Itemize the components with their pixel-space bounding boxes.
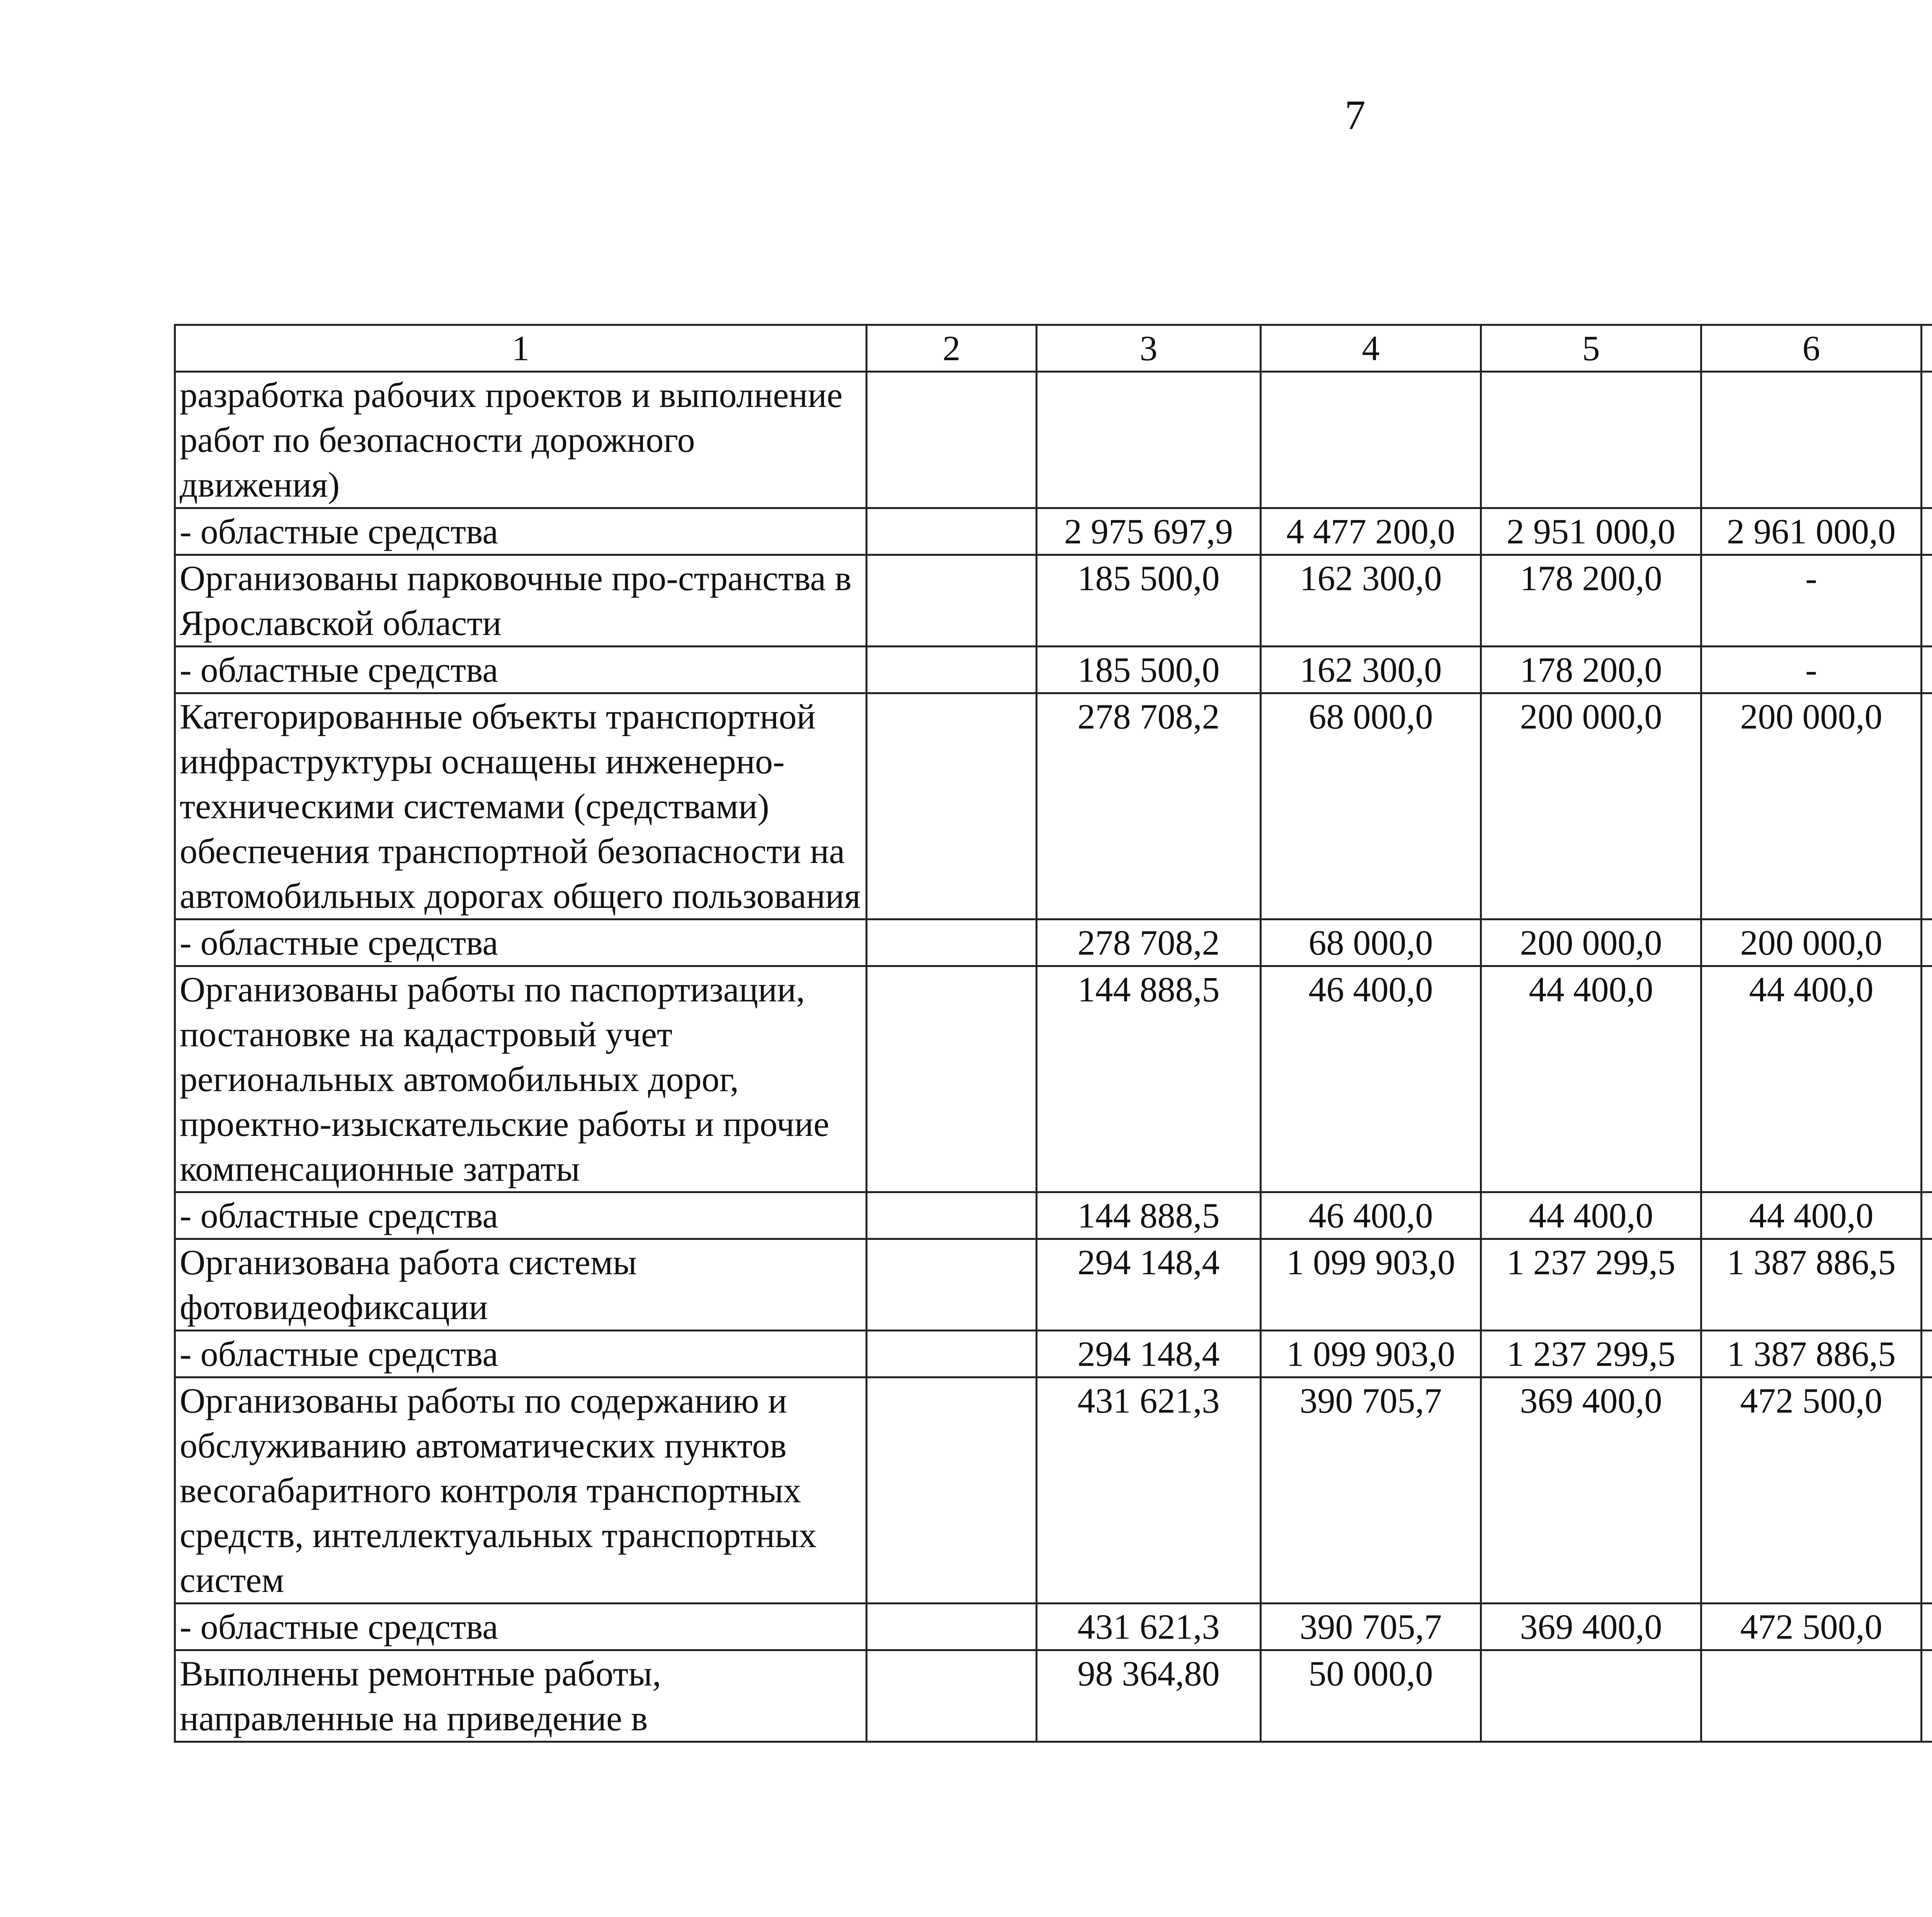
value-cell: 472 500,0 [1701,1604,1922,1650]
value-cell: 1 237 299,5 [1481,1331,1701,1377]
value-cell [1922,1192,1932,1239]
table-row [175,1239,1932,1331]
table-row [175,966,1932,1192]
value-cell: 98 364,80 [1037,1650,1261,1742]
value-cell: 200 000,0 [1701,919,1922,966]
value-cell: 178 200,0 [1481,555,1701,647]
value-cell: 294 148,4 [1037,1331,1261,1377]
value-cell: 44 400,0 [1481,966,1701,1192]
value-cell: 1 387 886,5 [1701,1239,1922,1331]
value-cell [867,555,1037,647]
value-cell [867,1604,1037,1650]
row-label: Выполнены ремонтные работы, направленные на приведение в [175,1650,867,1742]
table-row [175,1604,1932,1650]
value-cell [1922,508,1932,555]
value-cell: 200 000,0 [1481,693,1701,919]
value-cell: 162 300,0 [1261,555,1481,647]
value-cell: - [1701,647,1922,693]
value-cell [867,919,1037,966]
value-cell [1922,1239,1932,1331]
value-cell: 369 400,0 [1481,1377,1701,1604]
value-cell: 44 400,0 [1701,966,1922,1192]
value-cell: 68 000,0 [1261,919,1481,966]
value-cell [1922,1604,1932,1650]
table-row [175,693,1932,919]
value-cell: 2 961 000,0 [1701,508,1922,555]
table-row [175,372,1932,508]
value-cell: 369 400,0 [1481,1604,1701,1650]
row-label: Организована работа системы фотовидеофиксации [175,1239,867,1331]
table-row [175,555,1932,647]
column-header [1922,325,1932,372]
value-cell [1701,372,1922,508]
value-cell: 278 708,2 [1037,919,1261,966]
value-cell: 1 099 903,0 [1261,1331,1481,1377]
value-cell [1922,555,1932,647]
value-cell [1922,647,1932,693]
row-label: - областные средства [175,508,867,555]
value-cell [1922,1331,1932,1377]
value-cell: 44 400,0 [1701,1192,1922,1239]
value-cell [867,1377,1037,1604]
value-cell [867,372,1037,508]
row-label: - областные средства [175,647,867,693]
row-label: - областные средства [175,919,867,966]
value-cell: 1 387 886,5 [1701,1331,1922,1377]
value-cell: 68 000,0 [1261,693,1481,919]
value-cell: 200 000,0 [1701,693,1922,919]
value-cell: 1 099 903,0 [1261,1239,1481,1331]
column-header: 1 [175,325,867,372]
value-cell: 162 300,0 [1261,647,1481,693]
value-cell: 46 400,0 [1261,966,1481,1192]
value-cell [1922,1650,1932,1742]
row-label: - областные средства [175,1604,867,1650]
table-body [175,325,1932,1742]
column-header: 3 [1037,325,1261,372]
value-cell: 4 477 200,0 [1261,508,1481,555]
row-label: Организованы парковочные про-странства в Ярославской области [175,555,867,647]
value-cell [1922,966,1932,1192]
table-row [175,1331,1932,1377]
value-cell: 185 500,0 [1037,555,1261,647]
row-label: Организованы работы по содержанию и обслуживанию автоматических пунктов весогабаритного контроля транспортных средств, интеллектуальных транспортных систем [175,1377,867,1604]
row-label: Организованы работы по паспортизации, постановке на кадастровый учет региональных автомобильных дорог, проектно-изыскательские работы и прочие компенсационные затраты [175,966,867,1192]
row-label: - областные средства [175,1192,867,1239]
value-cell: 44 400,0 [1481,1192,1701,1239]
value-cell: - [1701,555,1922,647]
value-cell: 390 705,7 [1261,1604,1481,1650]
value-cell: 200 000,0 [1481,919,1701,966]
value-cell [1261,372,1481,508]
value-cell: 431 621,3 [1037,1377,1261,1604]
value-cell: 185 500,0 [1037,647,1261,693]
table-header-row [175,325,1932,372]
value-cell [1922,372,1932,508]
value-cell [1481,372,1701,508]
value-cell [1922,1377,1932,1604]
budget-table [174,324,1932,1743]
value-cell: 1 237 299,5 [1481,1239,1701,1331]
value-cell [1481,1650,1701,1742]
value-cell: 472 500,0 [1701,1377,1922,1604]
row-label: - областные средства [175,1331,867,1377]
value-cell [1922,693,1932,919]
column-header: 4 [1261,325,1481,372]
value-cell [1701,1650,1922,1742]
value-cell: 46 400,0 [1261,1192,1481,1239]
table-row [175,508,1932,555]
value-cell: 294 148,4 [1037,1239,1261,1331]
value-cell: 144 888,5 [1037,966,1261,1192]
row-label: разработка рабочих проектов и выполнение работ по безопасности дорожного движения) [175,372,867,508]
row-label: Категорированные объекты транспортной инфраструктуры оснащены инженерно-техническими системами (средствами) обеспечения транспортной безопасности на автомобильных дорогах общего пользования [175,693,867,919]
value-cell: 431 621,3 [1037,1604,1261,1650]
table-row [175,919,1932,966]
column-header: 2 [867,325,1037,372]
value-cell [1922,919,1932,966]
table-row [175,1192,1932,1239]
column-header: 5 [1481,325,1701,372]
value-cell: 178 200,0 [1481,647,1701,693]
value-cell [867,508,1037,555]
value-cell [1037,372,1261,508]
value-cell [867,1331,1037,1377]
page-number: 7 [1345,92,1366,138]
value-cell [867,1192,1037,1239]
value-cell: 390 705,7 [1261,1377,1481,1604]
value-cell [867,1650,1037,1742]
value-cell: 2 975 697,9 [1037,508,1261,555]
value-cell [867,1239,1037,1331]
value-cell [867,693,1037,919]
table-row [175,647,1932,693]
value-cell: 2 951 000,0 [1481,508,1701,555]
value-cell [867,966,1037,1192]
table-row [175,1650,1932,1742]
value-cell [867,647,1037,693]
table-row [175,1377,1932,1604]
value-cell: 144 888,5 [1037,1192,1261,1239]
value-cell: 50 000,0 [1261,1650,1481,1742]
column-header: 6 [1701,325,1922,372]
value-cell: 278 708,2 [1037,693,1261,919]
